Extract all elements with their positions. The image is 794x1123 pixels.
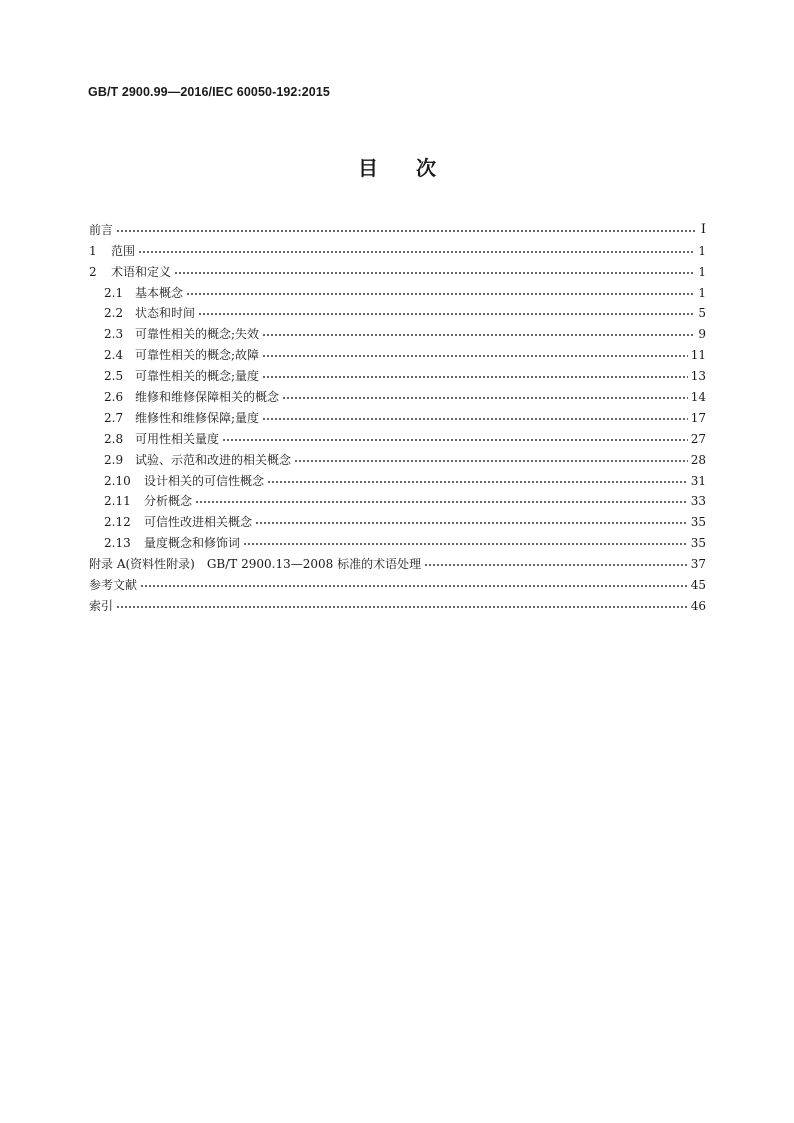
toc-entry-title: 可用性相关量度 — [135, 431, 220, 446]
dot-leader — [267, 479, 688, 485]
toc-entry-page: 9 — [698, 327, 706, 342]
toc-entry[interactable] — [89, 530, 706, 551]
toc-entry-page: 5 — [698, 306, 706, 321]
toc-entry-label — [104, 452, 291, 468]
toc-entry-title: 前言 — [89, 222, 114, 237]
toc-entry-title: 维修性和维修保障;量度 — [135, 410, 260, 425]
toc-entry-title: 参考文献 — [89, 578, 138, 593]
toc-entry-label — [89, 222, 113, 238]
toc-entry-title: 试验、示范和改进的相关概念 — [135, 452, 292, 467]
dot-leader — [186, 291, 695, 297]
toc-entry-number: 2.7 — [104, 410, 124, 425]
toc-entry-number: 2.3 — [104, 327, 124, 342]
toc-entry[interactable] — [89, 489, 706, 510]
dot-leader — [222, 437, 688, 443]
toc-entry-title: 附录 A(资料性附录) GB/T 2900.13—2008 标准的术语处理 — [89, 557, 422, 572]
toc-entry-number: 2.10 — [104, 473, 131, 488]
standard-number: GB/T 2900.99—2016/IEC 60050-192:2015 — [88, 85, 330, 99]
toc-entry-label — [89, 264, 171, 280]
toc-entry-number: 2.13 — [104, 536, 131, 551]
toc-entry-number: 2.1 — [104, 285, 124, 300]
toc-entry-page: 45 — [690, 578, 706, 593]
toc-entry[interactable] — [89, 426, 706, 447]
toc-entry-label — [89, 556, 421, 572]
toc-entry-page: 46 — [690, 598, 706, 613]
toc-entry-title: 可靠性相关的概念;失效 — [135, 327, 260, 342]
toc-entry[interactable] — [89, 551, 706, 572]
dot-leader — [198, 311, 695, 317]
toc-entry-page: 33 — [690, 494, 706, 509]
toc-entry-number: 2.5 — [104, 369, 124, 384]
toc-entry-page: 31 — [690, 473, 706, 488]
toc-entry-label — [104, 535, 240, 551]
toc-entry-page: 27 — [690, 431, 706, 446]
toc-entry-label — [104, 389, 279, 405]
toc-entry-label — [89, 598, 113, 614]
toc-entry-page: 37 — [690, 557, 706, 572]
toc-entry-number: 2.4 — [104, 348, 124, 363]
dot-leader — [262, 353, 688, 359]
toc-entry-number: 2.9 — [104, 452, 124, 467]
toc-entry[interactable] — [89, 384, 706, 405]
toc-entry-title: 可靠性相关的概念;量度 — [135, 369, 260, 384]
toc-entry[interactable] — [89, 468, 706, 489]
dot-leader — [262, 416, 688, 422]
table-of-contents — [89, 217, 706, 614]
toc-entry-number: 2 — [89, 264, 97, 279]
toc-entry-page: 17 — [690, 410, 706, 425]
toc-entry-title: 术语和定义 — [111, 264, 172, 279]
toc-entry-title: 基本概念 — [135, 285, 184, 300]
toc-entry-page: 13 — [690, 369, 706, 384]
toc-entry[interactable] — [89, 238, 706, 259]
toc-entry-label — [104, 285, 183, 301]
toc-entry-label — [104, 410, 259, 426]
toc-entry-title: 分析概念 — [144, 494, 193, 509]
toc-entry-label — [104, 431, 219, 447]
toc-entry-number: 2.12 — [104, 515, 131, 530]
toc-entry-page: 11 — [690, 348, 706, 363]
toc-entry-title: 可靠性相关的概念;故障 — [135, 348, 260, 363]
toc-entry-page: 14 — [690, 390, 706, 405]
toc-entry-title: 索引 — [89, 598, 114, 613]
toc-entry-title: 设计相关的可信性概念 — [144, 473, 265, 488]
toc-entry-label — [104, 368, 259, 384]
toc-entry-title: 维修和维修保障相关的概念 — [135, 390, 280, 405]
toc-entry-page: 35 — [690, 536, 706, 551]
toc-entry-page: Ⅰ — [700, 221, 706, 237]
toc-entry-label — [104, 305, 195, 321]
toc-entry[interactable] — [89, 342, 706, 363]
toc-entry[interactable] — [89, 321, 706, 342]
toc-entry-label — [104, 473, 264, 489]
toc-entry-number: 2.2 — [104, 306, 124, 321]
dot-leader — [195, 499, 688, 505]
dot-leader — [255, 520, 688, 526]
toc-entry-number: 2.8 — [104, 431, 124, 446]
toc-entry[interactable] — [89, 593, 706, 614]
toc-entry-number: 2.11 — [104, 494, 131, 509]
toc-entry-label — [104, 514, 252, 530]
toc-entry[interactable] — [89, 572, 706, 593]
toc-entry[interactable] — [89, 259, 706, 280]
toc-entry-title: 范围 — [111, 243, 136, 258]
dot-leader — [116, 228, 695, 234]
toc-entry-title: 状态和时间 — [135, 306, 196, 321]
toc-entry-page: 1 — [698, 264, 706, 279]
toc-entry[interactable] — [89, 363, 706, 384]
toc-entry-number: 2.6 — [104, 390, 124, 405]
dot-leader — [424, 562, 688, 568]
dot-leader — [243, 541, 688, 547]
toc-entry[interactable] — [89, 509, 706, 530]
toc-entry-label — [89, 243, 135, 259]
toc-entry-label — [104, 493, 192, 509]
toc-entry-label — [104, 326, 259, 342]
toc-entry[interactable] — [89, 301, 706, 322]
dot-leader — [140, 583, 688, 589]
dot-leader — [282, 395, 688, 401]
toc-entry-label — [104, 347, 259, 363]
toc-entry-label — [89, 577, 137, 593]
dot-leader — [262, 332, 695, 338]
toc-entry-page: 28 — [690, 452, 706, 467]
toc-entry-number: 1 — [89, 243, 97, 258]
dot-leader — [138, 249, 695, 255]
page-title: 目次 — [358, 156, 474, 180]
toc-entry-page: 35 — [690, 515, 706, 530]
dot-leader — [262, 374, 688, 380]
toc-entry[interactable] — [89, 217, 706, 238]
dot-leader — [116, 604, 688, 610]
toc-entry-page: 1 — [698, 243, 706, 258]
toc-entry-title: 量度概念和修饰词 — [144, 536, 241, 551]
toc-entry-page: 1 — [698, 285, 706, 300]
dot-leader — [294, 458, 688, 464]
toc-entry[interactable] — [89, 405, 706, 426]
toc-entry[interactable] — [89, 447, 706, 468]
toc-entry[interactable] — [89, 280, 706, 301]
toc-entry-title: 可信性改进相关概念 — [144, 515, 253, 530]
dot-leader — [174, 270, 695, 276]
